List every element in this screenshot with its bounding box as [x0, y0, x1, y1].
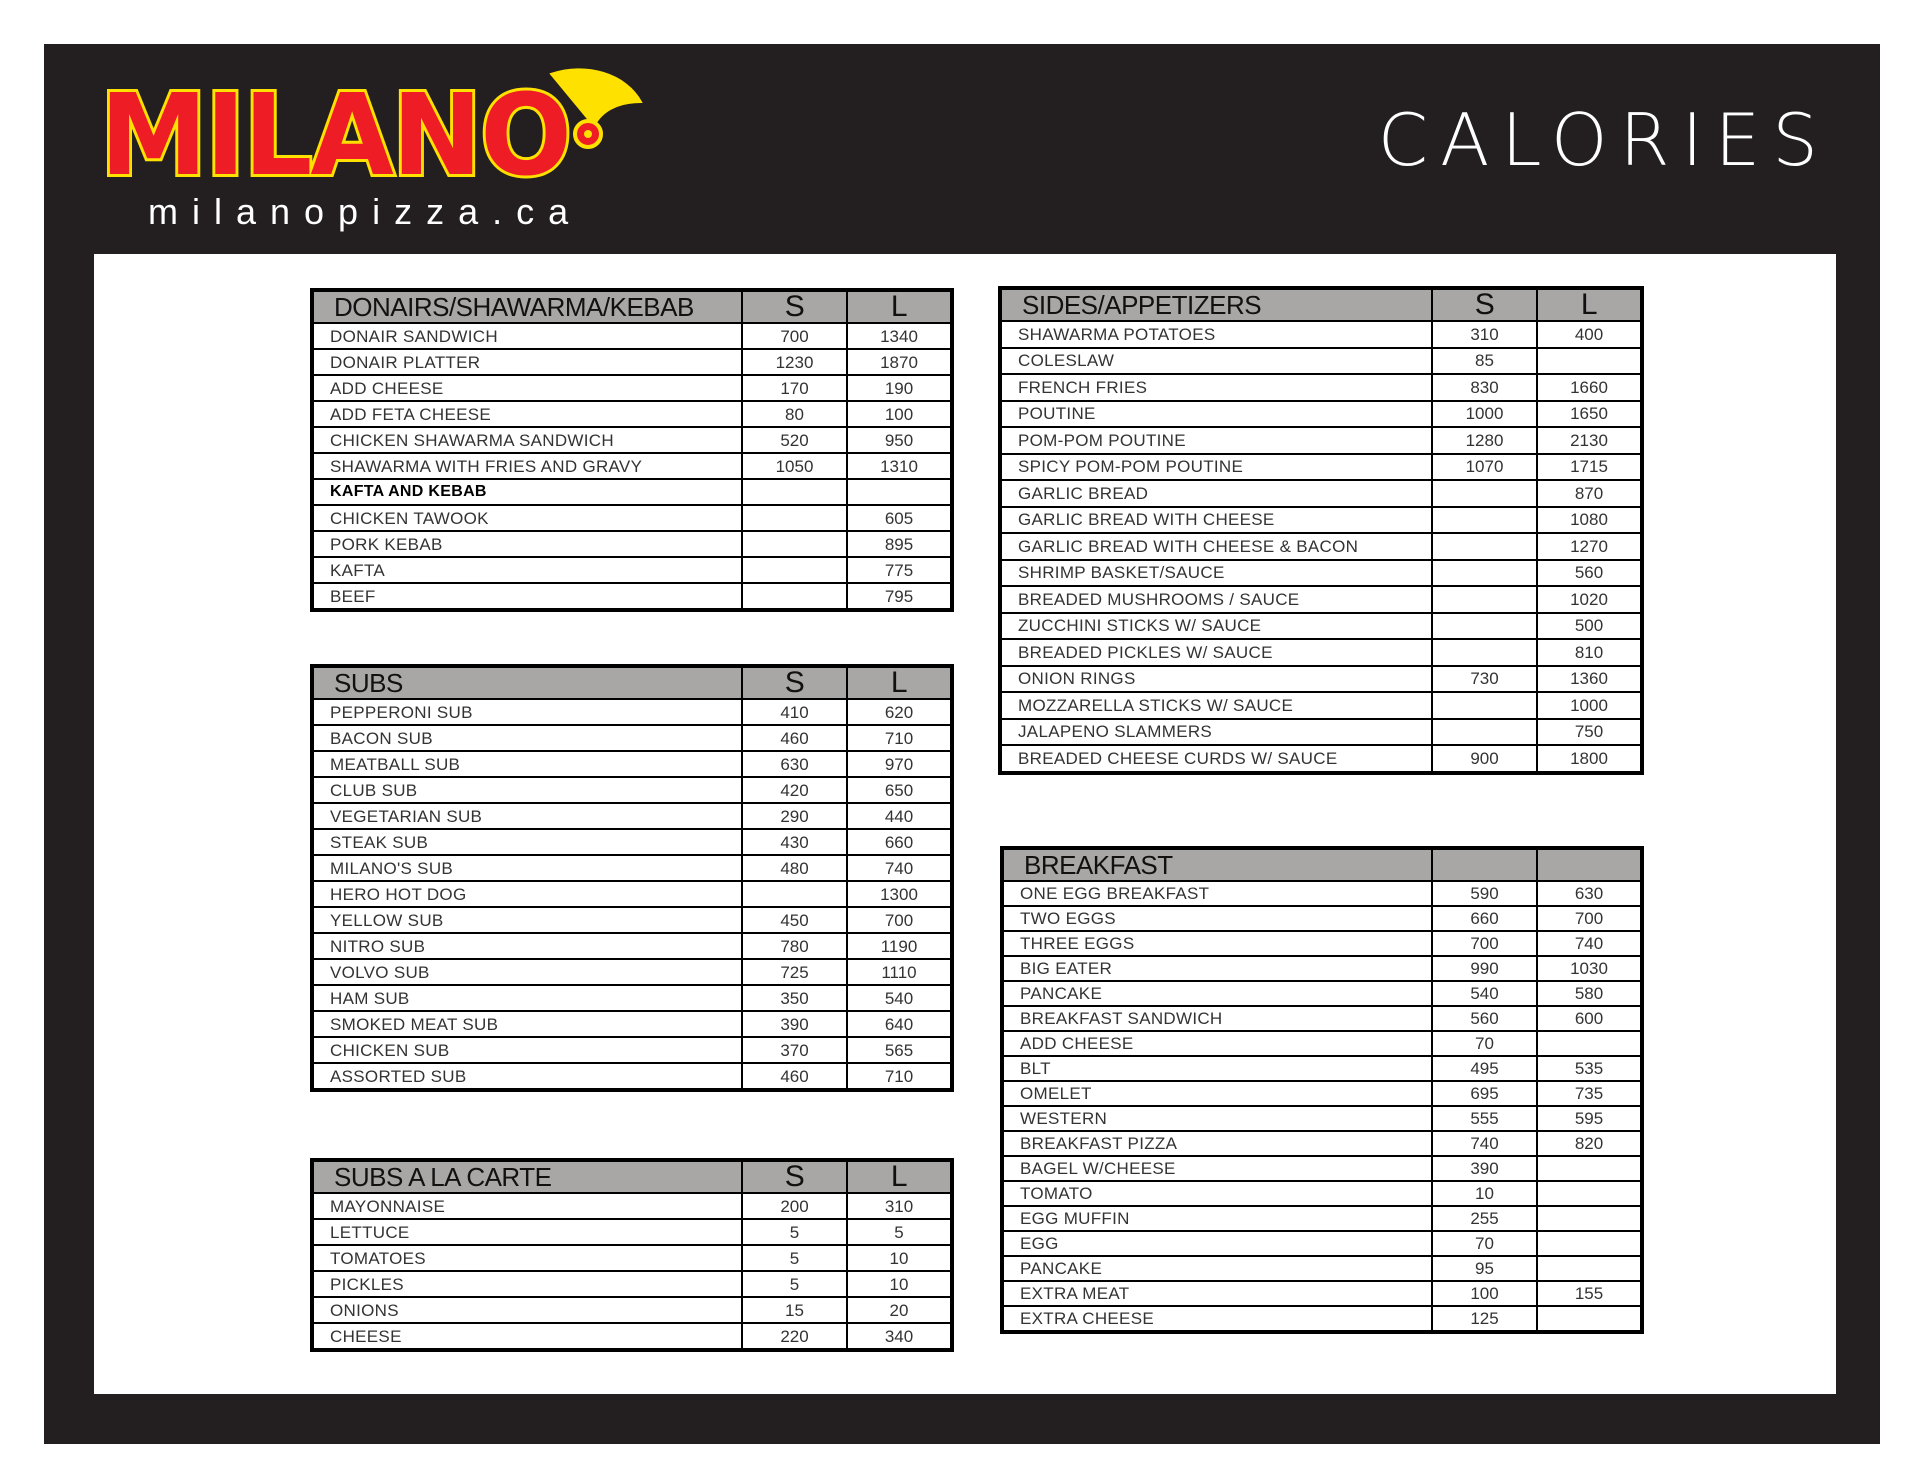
item-name: VOLVO SUB — [312, 959, 742, 985]
calories-large: 1020 — [1537, 586, 1642, 613]
calories-large: 710 — [847, 1063, 952, 1090]
table-row — [1000, 507, 1642, 534]
item-name: DONAIR SANDWICH — [312, 323, 742, 349]
table-row — [1002, 1281, 1642, 1306]
calories-small — [742, 531, 847, 557]
table-header-row — [1002, 848, 1642, 881]
table-row — [312, 959, 952, 985]
calories-large: 440 — [847, 803, 952, 829]
website-url[interactable]: milanopizza.ca — [148, 191, 583, 232]
subs-table — [310, 664, 954, 1092]
calories-small: 660 — [1432, 906, 1537, 931]
item-name: COLESLAW — [1000, 348, 1432, 375]
calories-large: 630 — [1537, 881, 1642, 906]
table-row — [312, 583, 952, 610]
calories-large: 1300 — [847, 881, 952, 907]
item-name: THREE EGGS — [1002, 931, 1432, 956]
calories-large: 740 — [847, 855, 952, 881]
calories-large: 1310 — [847, 453, 952, 479]
calories-large: 400 — [1537, 321, 1642, 348]
table-row — [1002, 881, 1642, 906]
calories-small: 560 — [1432, 1006, 1537, 1031]
calories-large: 5 — [847, 1219, 952, 1245]
calories-small: 15 — [742, 1297, 847, 1323]
calories-large: 310 — [847, 1193, 952, 1219]
table-row — [1002, 1056, 1642, 1081]
section-title: SUBS A LA CARTE — [312, 1160, 742, 1193]
table-row — [312, 375, 952, 401]
calories-small — [1432, 692, 1537, 719]
item-name: ONION RINGS — [1000, 666, 1432, 693]
calories-large: 560 — [1537, 560, 1642, 587]
item-name: WESTERN — [1002, 1106, 1432, 1131]
table-row — [312, 1219, 952, 1245]
table-row — [312, 907, 952, 933]
calories-small: 5 — [742, 1271, 847, 1297]
item-name: MAYONNAISE — [312, 1193, 742, 1219]
item-name: NITRO SUB — [312, 933, 742, 959]
size-l-header — [1537, 848, 1642, 881]
section-title: SIDES/APPETIZERS — [1000, 288, 1432, 321]
item-name: HAM SUB — [312, 985, 742, 1011]
item-name: CHEESE — [312, 1323, 742, 1350]
calories-large — [1537, 1031, 1642, 1056]
table-row — [312, 777, 952, 803]
section-title: SUBS — [312, 666, 742, 699]
calories-small: 410 — [742, 699, 847, 725]
item-name: FRENCH FRIES — [1000, 374, 1432, 401]
table-row — [1002, 1006, 1642, 1031]
item-name: MILANO'S SUB — [312, 855, 742, 881]
table-row — [312, 803, 952, 829]
table-row — [312, 323, 952, 349]
table-header-row — [312, 666, 952, 699]
item-name: ZUCCHINI STICKS W/ SAUCE — [1000, 613, 1432, 640]
calories-small: 290 — [742, 803, 847, 829]
table-row — [312, 531, 952, 557]
item-name: BREAKFAST PIZZA — [1002, 1131, 1432, 1156]
table-row — [312, 505, 952, 531]
item-name: CLUB SUB — [312, 777, 742, 803]
calories-large: 2130 — [1537, 427, 1642, 454]
item-name: ADD CHEESE — [312, 375, 742, 401]
item-name: STEAK SUB — [312, 829, 742, 855]
item-name: DONAIR PLATTER — [312, 349, 742, 375]
calories-large — [1537, 1156, 1642, 1181]
calories-small: 70 — [1432, 1231, 1537, 1256]
calories-large: 1030 — [1537, 956, 1642, 981]
calories-small: 725 — [742, 959, 847, 985]
calories-small: 900 — [1432, 745, 1537, 773]
table-row — [1002, 1131, 1642, 1156]
table-row — [1002, 906, 1642, 931]
calories-large: 820 — [1537, 1131, 1642, 1156]
item-name: GARLIC BREAD WITH CHEESE — [1000, 507, 1432, 534]
calories-small: 430 — [742, 829, 847, 855]
table-row — [1000, 719, 1642, 746]
item-name: LETTUCE — [312, 1219, 742, 1245]
calories-large: 650 — [847, 777, 952, 803]
size-s-header: S — [742, 666, 847, 699]
table-row — [1002, 1306, 1642, 1332]
table-row — [312, 349, 952, 375]
table-row — [312, 933, 952, 959]
item-name: VEGETARIAN SUB — [312, 803, 742, 829]
item-name: PORK KEBAB — [312, 531, 742, 557]
table-row — [1002, 1231, 1642, 1256]
table-row — [1000, 454, 1642, 481]
item-name: BAGEL W/CHEESE — [1002, 1156, 1432, 1181]
calories-small: 95 — [1432, 1256, 1537, 1281]
table-row — [312, 453, 952, 479]
calories-large: 605 — [847, 505, 952, 531]
calories-small: 170 — [742, 375, 847, 401]
calories-small: 700 — [1432, 931, 1537, 956]
calories-small — [742, 881, 847, 907]
item-name: GARLIC BREAD WITH CHEESE & BACON — [1000, 533, 1432, 560]
table-row — [312, 1245, 952, 1271]
calories-small: 520 — [742, 427, 847, 453]
calories-small: 1230 — [742, 349, 847, 375]
table-row — [312, 479, 952, 505]
calories-large: 1110 — [847, 959, 952, 985]
calories-small: 740 — [1432, 1131, 1537, 1156]
size-s-header — [1432, 848, 1537, 881]
calories-large: 10 — [847, 1271, 952, 1297]
item-name: MOZZARELLA STICKS W/ SAUCE — [1000, 692, 1432, 719]
table-row — [312, 427, 952, 453]
calories-small: 460 — [742, 1063, 847, 1090]
item-name: EGG MUFFIN — [1002, 1206, 1432, 1231]
calories-large: 1800 — [1537, 745, 1642, 773]
table-row — [1000, 613, 1642, 640]
item-name: BEEF — [312, 583, 742, 610]
calories-small: 540 — [1432, 981, 1537, 1006]
calories-small — [1432, 586, 1537, 613]
section-title: DONAIRS/SHAWARMA/KEBAB — [312, 290, 742, 323]
table-row — [312, 881, 952, 907]
calories-large: 660 — [847, 829, 952, 855]
calories-small — [742, 505, 847, 531]
calories-small — [1432, 480, 1537, 507]
table-header-row — [312, 1160, 952, 1193]
calories-large: 640 — [847, 1011, 952, 1037]
calories-large: 1340 — [847, 323, 952, 349]
table-row — [312, 985, 952, 1011]
table-row — [1000, 533, 1642, 560]
table-row — [312, 401, 952, 427]
table-row — [1002, 1156, 1642, 1181]
table-row — [1000, 427, 1642, 454]
table-row — [1002, 1106, 1642, 1131]
calories-large: 155 — [1537, 1281, 1642, 1306]
item-name: BREADED PICKLES W/ SAUCE — [1000, 639, 1432, 666]
table-row — [312, 1011, 952, 1037]
calories-large: 810 — [1537, 639, 1642, 666]
calories-small: 830 — [1432, 374, 1537, 401]
table-row — [312, 557, 952, 583]
calories-large: 775 — [847, 557, 952, 583]
table-row — [1002, 1256, 1642, 1281]
size-s-header: S — [1432, 288, 1537, 321]
size-l-header: L — [847, 1160, 952, 1193]
calories-large: 500 — [1537, 613, 1642, 640]
calories-large: 540 — [847, 985, 952, 1011]
section-title: BREAKFAST — [1002, 848, 1432, 881]
calories-large: 1360 — [1537, 666, 1642, 693]
calories-large: 970 — [847, 751, 952, 777]
calories-large: 1650 — [1537, 401, 1642, 428]
item-name: EGG — [1002, 1231, 1432, 1256]
item-name: PICKLES — [312, 1271, 742, 1297]
calories-small: 80 — [742, 401, 847, 427]
table-row — [312, 829, 952, 855]
item-name: BACON SUB — [312, 725, 742, 751]
table-row — [312, 1271, 952, 1297]
calories-small — [742, 479, 847, 505]
calories-large: 600 — [1537, 1006, 1642, 1031]
calories-small: 780 — [742, 933, 847, 959]
donairs-table — [310, 288, 954, 612]
item-name: TWO EGGS — [1002, 906, 1432, 931]
table-row — [1000, 639, 1642, 666]
calories-small: 350 — [742, 985, 847, 1011]
calories-small: 70 — [1432, 1031, 1537, 1056]
milano-logo — [96, 64, 656, 194]
table-row — [312, 855, 952, 881]
calories-large: 750 — [1537, 719, 1642, 746]
item-name: SMOKED MEAT SUB — [312, 1011, 742, 1037]
calories-large: 340 — [847, 1323, 952, 1350]
calories-large: 595 — [1537, 1106, 1642, 1131]
item-name: SHAWARMA WITH FRIES AND GRAVY — [312, 453, 742, 479]
table-row — [1000, 560, 1642, 587]
calories-large — [1537, 1231, 1642, 1256]
item-name: ASSORTED SUB — [312, 1063, 742, 1090]
table-row — [312, 1063, 952, 1090]
table-row — [312, 1323, 952, 1350]
table-row — [1000, 321, 1642, 348]
calories-large: 700 — [1537, 906, 1642, 931]
calories-large: 895 — [847, 531, 952, 557]
calories-large: 870 — [1537, 480, 1642, 507]
calories-small: 220 — [742, 1323, 847, 1350]
calories-large: 190 — [847, 375, 952, 401]
size-l-header: L — [847, 290, 952, 323]
calories-large: 535 — [1537, 1056, 1642, 1081]
calories-large: 700 — [847, 907, 952, 933]
calories-small: 5 — [742, 1219, 847, 1245]
calories-large: 1660 — [1537, 374, 1642, 401]
item-name: PANCAKE — [1002, 981, 1432, 1006]
calories-small — [742, 583, 847, 610]
calories-large: 1870 — [847, 349, 952, 375]
size-s-header: S — [742, 1160, 847, 1193]
item-name: CHICKEN SHAWARMA SANDWICH — [312, 427, 742, 453]
table-row — [1002, 1206, 1642, 1231]
calories-large: 1270 — [1537, 533, 1642, 560]
item-name: SPICY POM-POM POUTINE — [1000, 454, 1432, 481]
table-row — [312, 1297, 952, 1323]
calories-large: 1080 — [1537, 507, 1642, 534]
calories-large: 1715 — [1537, 454, 1642, 481]
item-name: ADD CHEESE — [1002, 1031, 1432, 1056]
calories-large: 950 — [847, 427, 952, 453]
calories-small: 480 — [742, 855, 847, 881]
table-row — [1000, 480, 1642, 507]
item-name: ADD FETA CHEESE — [312, 401, 742, 427]
table-row — [1000, 586, 1642, 613]
table-row — [1000, 692, 1642, 719]
calories-small: 420 — [742, 777, 847, 803]
size-l-header: L — [1537, 288, 1642, 321]
calories-small: 730 — [1432, 666, 1537, 693]
item-name: TOMATOES — [312, 1245, 742, 1271]
size-l-header: L — [847, 666, 952, 699]
item-name: PEPPERONI SUB — [312, 699, 742, 725]
calories-large — [847, 479, 952, 505]
svg-text:MILANO: MILANO — [100, 71, 570, 194]
table-row — [1000, 401, 1642, 428]
calories-large: 1000 — [1537, 692, 1642, 719]
calories-small: 310 — [1432, 321, 1537, 348]
calories-large: 795 — [847, 583, 952, 610]
calories-small: 200 — [742, 1193, 847, 1219]
item-name: HERO HOT DOG — [312, 881, 742, 907]
item-name: EXTRA CHEESE — [1002, 1306, 1432, 1332]
table-row — [1002, 981, 1642, 1006]
calories-small: 100 — [1432, 1281, 1537, 1306]
calories-small: 555 — [1432, 1106, 1537, 1131]
calories-large: 20 — [847, 1297, 952, 1323]
table-row — [1002, 956, 1642, 981]
calories-large: 580 — [1537, 981, 1642, 1006]
table-row — [1000, 348, 1642, 375]
calories-large: 565 — [847, 1037, 952, 1063]
calories-large: 10 — [847, 1245, 952, 1271]
calories-small — [1432, 507, 1537, 534]
table-row — [1002, 1031, 1642, 1056]
calories-small: 460 — [742, 725, 847, 751]
calories-large: 710 — [847, 725, 952, 751]
calories-small: 990 — [1432, 956, 1537, 981]
calories-large: 1190 — [847, 933, 952, 959]
table-header-row — [312, 290, 952, 323]
calories-large — [1537, 1181, 1642, 1206]
item-name: BREADED CHEESE CURDS W/ SAUCE — [1000, 745, 1432, 773]
table-row — [1002, 1181, 1642, 1206]
calories-small — [742, 557, 847, 583]
item-name: BREAKFAST SANDWICH — [1002, 1006, 1432, 1031]
item-name: BLT — [1002, 1056, 1432, 1081]
calories-large: 100 — [847, 401, 952, 427]
item-name: BIG EATER — [1002, 956, 1432, 981]
table-row — [312, 1037, 952, 1063]
item-name: TOMATO — [1002, 1181, 1432, 1206]
breakfast-table — [1000, 846, 1644, 1334]
table-row — [1000, 745, 1642, 773]
calories-small: 1050 — [742, 453, 847, 479]
item-name: EXTRA MEAT — [1002, 1281, 1432, 1306]
calories-small: 1280 — [1432, 427, 1537, 454]
item-name: SHAWARMA POTATOES — [1000, 321, 1432, 348]
calories-small: 5 — [742, 1245, 847, 1271]
subs-a-la-carte-table — [310, 1158, 954, 1352]
sides-appetizers-table — [998, 286, 1644, 775]
item-name: KAFTA — [312, 557, 742, 583]
item-name: SHRIMP BASKET/SAUCE — [1000, 560, 1432, 587]
item-name: JALAPENO SLAMMERS — [1000, 719, 1432, 746]
size-s-header: S — [742, 290, 847, 323]
calories-small: 1070 — [1432, 454, 1537, 481]
table-row — [1002, 931, 1642, 956]
calories-small: 700 — [742, 323, 847, 349]
item-name: KAFTA AND KEBAB — [312, 479, 742, 505]
item-name: MEATBALL SUB — [312, 751, 742, 777]
item-name: PANCAKE — [1002, 1256, 1432, 1281]
page-title: CALORIES — [1377, 98, 1830, 182]
item-name: ONE EGG BREAKFAST — [1002, 881, 1432, 906]
calories-small: 695 — [1432, 1081, 1537, 1106]
calories-large — [1537, 1206, 1642, 1231]
table-row — [312, 699, 952, 725]
item-name: BREADED MUSHROOMS / SAUCE — [1000, 586, 1432, 613]
item-name: ONIONS — [312, 1297, 742, 1323]
calories-small — [1432, 613, 1537, 640]
calories-large — [1537, 348, 1642, 375]
calories-large — [1537, 1256, 1642, 1281]
calories-large — [1537, 1306, 1642, 1332]
table-row — [1000, 374, 1642, 401]
calories-small — [1432, 719, 1537, 746]
item-name: YELLOW SUB — [312, 907, 742, 933]
item-name: POM-POM POUTINE — [1000, 427, 1432, 454]
calories-small — [1432, 639, 1537, 666]
calories-large: 620 — [847, 699, 952, 725]
calories-large: 740 — [1537, 931, 1642, 956]
item-name: GARLIC BREAD — [1000, 480, 1432, 507]
table-row — [1000, 666, 1642, 693]
table-row — [312, 1193, 952, 1219]
calories-large: 735 — [1537, 1081, 1642, 1106]
calories-small: 390 — [742, 1011, 847, 1037]
calories-small: 630 — [742, 751, 847, 777]
calories-small: 590 — [1432, 881, 1537, 906]
calories-small: 10 — [1432, 1181, 1537, 1206]
item-name: CHICKEN SUB — [312, 1037, 742, 1063]
calories-small: 85 — [1432, 348, 1537, 375]
table-row — [1002, 1081, 1642, 1106]
calories-small: 1000 — [1432, 401, 1537, 428]
calories-small — [1432, 533, 1537, 560]
table-header-row — [1000, 288, 1642, 321]
calories-small: 255 — [1432, 1206, 1537, 1231]
calories-small — [1432, 560, 1537, 587]
calories-small: 125 — [1432, 1306, 1537, 1332]
item-name: POUTINE — [1000, 401, 1432, 428]
item-name: OMELET — [1002, 1081, 1432, 1106]
calories-small: 370 — [742, 1037, 847, 1063]
calories-small: 450 — [742, 907, 847, 933]
calories-small: 390 — [1432, 1156, 1537, 1181]
table-row — [312, 725, 952, 751]
table-row — [312, 751, 952, 777]
calories-small: 495 — [1432, 1056, 1537, 1081]
item-name: CHICKEN TAWOOK — [312, 505, 742, 531]
